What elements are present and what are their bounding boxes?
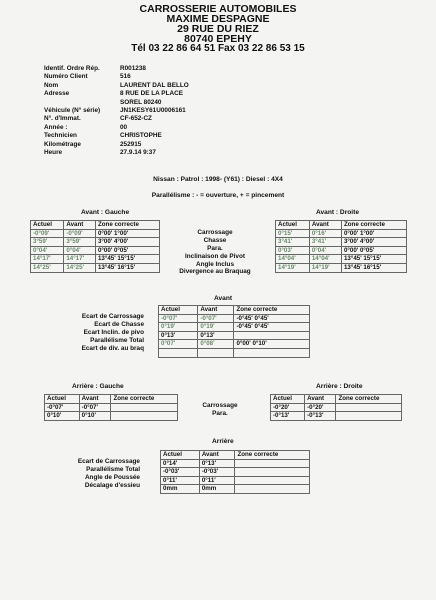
cell: -0°45' 0°45' (234, 323, 310, 332)
label-para: Para. (212, 409, 228, 417)
col-actuel: Actuel (159, 306, 198, 315)
cell: 14°19' (309, 263, 341, 272)
cell: 0°00' 1°00' (341, 229, 406, 238)
front-axle-table (158, 305, 310, 358)
cell: 3°41' (276, 238, 310, 247)
cell: -0°07' (198, 314, 234, 323)
label-ecart-carrossage: Ecart de Carrossage (81, 313, 144, 320)
cell: -0°07' (45, 403, 80, 412)
cell: -0°20' (305, 403, 336, 412)
info-key: Identif. Ordre Rép. (44, 65, 100, 72)
cell: 0°04' (31, 246, 64, 255)
table-row (159, 314, 310, 323)
label-ecart-div-braq: Ecart de div. au braq (81, 344, 144, 352)
cell: 0°10' (45, 412, 80, 421)
cell: 0mm (199, 485, 235, 494)
info-value: 27.9.14 9:37 (120, 148, 156, 156)
table-row (31, 229, 160, 238)
cell: 14°04' (276, 255, 310, 264)
cell: 3°59' (31, 238, 64, 247)
label-carrossage: Carrossage (197, 229, 233, 236)
cell (111, 403, 178, 412)
table-row (271, 403, 402, 412)
col-zone: Zone correcte (111, 395, 178, 404)
cell (234, 348, 310, 357)
cell: 0°14' (161, 459, 200, 468)
cell: 13°45' 16°15' (95, 263, 159, 272)
col-actuel: Actuel (161, 451, 200, 460)
cell: 0°08' (198, 340, 234, 349)
table-row (161, 485, 310, 494)
col-avant: Avant (199, 451, 235, 460)
cell (336, 403, 402, 412)
info-key: Kilométrage (44, 140, 81, 148)
col-avant: Avant (305, 395, 336, 404)
rear-right-title: Arrière : Droite (316, 383, 363, 390)
cell (159, 348, 198, 357)
info-key: Nom (44, 81, 59, 89)
cell: 0°19' (159, 323, 198, 332)
label-ecart-chasse: Ecart de Chasse (94, 320, 144, 328)
cell: -0°20' (271, 403, 305, 412)
info-key: Technicien (44, 132, 77, 140)
label-carrossage: Carrossage (202, 402, 238, 409)
info-key: Adresse (44, 90, 70, 98)
front-axle-title: Avant (214, 295, 233, 302)
vehicle-line: Nissan : Patrol : 1998- (Y61) : Diesel : 4X4 (153, 176, 283, 183)
label-decalage-essieu: Décalage d'essieu (84, 481, 140, 489)
table-row (159, 331, 310, 340)
label-chasse: Chasse (203, 236, 227, 244)
table-header-row (45, 395, 178, 404)
table-row (276, 246, 407, 255)
label-angle-poussee: Angle de Poussée (84, 473, 140, 481)
cell: 0°04' (309, 246, 341, 255)
cell: 0°00' 0°10' (234, 340, 310, 349)
cell: 0°11' (161, 476, 200, 485)
cell: 3°59' (64, 238, 96, 247)
cell: -0°13' (305, 412, 336, 421)
cell: 0°13' (159, 331, 198, 340)
table-row (276, 229, 407, 238)
owner-name: MAXIME DESPAGNE (166, 13, 270, 25)
col-actuel: Actuel (31, 221, 64, 230)
company-street: 29 RUE DU RIEZ (177, 23, 259, 35)
front-left-table (30, 220, 160, 273)
table-row (271, 412, 402, 421)
label-parallelisme-total: Parallélisme Total (90, 336, 144, 344)
table-row (45, 403, 178, 412)
info-value: CHRISTOPHE (120, 132, 162, 140)
cell: 3°00' 4°00' (95, 238, 159, 247)
cell: 0°13' (199, 459, 235, 468)
col-actuel: Actuel (276, 221, 310, 230)
info-key: Numéro Client (44, 73, 88, 81)
table-row (161, 476, 310, 485)
info-key: N°. d'Immat. (44, 115, 81, 123)
cell: 0°13' (198, 331, 234, 340)
cell: 0°00' 0°05' (341, 246, 406, 255)
table-row (161, 468, 310, 477)
cell: -0°07' (159, 314, 198, 323)
cell: 13°45' 16°15' (341, 263, 406, 272)
company-phone-fax: Tél 03 22 86 64 51 Fax 03 22 86 53 15 (131, 43, 305, 54)
cell (111, 412, 178, 421)
table-header-row (276, 221, 407, 230)
cell: 0°11' (199, 476, 235, 485)
table-row (31, 255, 160, 264)
cell: 0°00' 1°00' (95, 229, 159, 238)
label-angle-inclus: Angle Inclus (196, 260, 234, 268)
cell: -0°03' (161, 468, 200, 477)
cell: -0°09' (64, 229, 96, 238)
info-value: LAURENT DAL BELLO (120, 81, 189, 89)
cell: 3°00' 4°00' (341, 238, 406, 247)
cell: 0°19' (198, 323, 234, 332)
table-row (31, 246, 160, 255)
label-inclinaison-pivot: Inclinaison de Pivot (184, 252, 245, 260)
table-header-row (161, 451, 310, 460)
cell: 0°07' (159, 340, 198, 349)
table-row (276, 255, 407, 264)
label-para: Para. (207, 244, 223, 252)
cell: -0°13' (271, 412, 305, 421)
col-zone: Zone correcte (235, 451, 310, 460)
table-row (45, 412, 178, 421)
col-zone: Zone correcte (234, 306, 310, 315)
rear-left-title: Arrière : Gauche (72, 383, 124, 390)
cell: 14°17' (64, 255, 96, 264)
cell (336, 412, 402, 421)
cell (235, 476, 310, 485)
col-avant: Avant (79, 395, 111, 404)
col-zone: Zone correcte (95, 221, 159, 230)
label-ecart-inclin-pivot: Ecart Inclin. de pivo (83, 328, 144, 336)
table-row (159, 348, 310, 357)
info-value: 00 (120, 123, 128, 131)
info-key: Année : (44, 123, 68, 131)
front-right-title: Avant : Droite (316, 209, 359, 216)
cell (235, 459, 310, 468)
label-ecart-carrossage: Ecart de Carrossage (77, 458, 140, 465)
table-header-row (159, 306, 310, 315)
cell (234, 331, 310, 340)
cell: -0°45' 0°45' (234, 314, 310, 323)
col-zone: Zone correcte (336, 395, 402, 404)
parallelism-note: Parallélisme : - = ouverture, + = pincement (151, 192, 285, 199)
table-row (159, 323, 310, 332)
company-header (0, 4, 436, 54)
cell: 13°45' 15°15' (95, 255, 159, 264)
table-row (276, 263, 407, 272)
table-row (31, 263, 160, 272)
info-value: JN1KESY61U0006161 (120, 106, 186, 114)
info-value: 516 (120, 73, 131, 81)
table-row (161, 459, 310, 468)
table-header-row (271, 395, 402, 404)
company-name: CARROSSERIE AUTOMOBILES (139, 3, 297, 15)
front-left-title: Avant : Gauche (81, 209, 130, 216)
info-value: R001238 (120, 65, 146, 72)
col-avant: Avant (309, 221, 341, 230)
cell: 0°10' (79, 412, 111, 421)
cell: 14°19' (276, 263, 310, 272)
cell (235, 485, 310, 494)
cell: 14°04' (309, 255, 341, 264)
cell: 0°00' 0°05' (95, 246, 159, 255)
table-header-row (31, 221, 160, 230)
rear-right-table (270, 394, 402, 421)
cell: 0°15' (276, 229, 310, 238)
label-divergence-braquage: Divergence au Braquag (179, 268, 251, 276)
rear-axle-labels (40, 458, 140, 490)
cell: 3°41' (309, 238, 341, 247)
rear-left-table (44, 394, 178, 421)
cell: 14°25' (64, 263, 96, 272)
cell: -0°07' (79, 403, 111, 412)
col-actuel: Actuel (45, 395, 80, 404)
cell: 0°04' (64, 246, 96, 255)
cell: 0°16' (309, 229, 341, 238)
cell: -0°03' (199, 468, 235, 477)
info-key: Heure (44, 148, 63, 156)
rear-axle-title: Arrière (212, 438, 234, 445)
col-avant: Avant (198, 306, 234, 315)
col-actuel: Actuel (271, 395, 305, 404)
front-right-table (275, 220, 407, 273)
cell: -0°09' (31, 229, 64, 238)
cell: 0mm (161, 485, 200, 494)
info-value: 252915 (120, 140, 142, 148)
cell: 14°17' (31, 255, 64, 264)
cell (198, 348, 234, 357)
table-row (159, 340, 310, 349)
cell: 0°03' (276, 246, 310, 255)
label-parallelisme-total: Parallélisme Total (86, 465, 140, 473)
rear-axle-table (160, 450, 310, 494)
info-key: Véhicule (N° série) (44, 106, 101, 114)
front-axle-labels (40, 313, 144, 352)
table-row (31, 238, 160, 247)
rear-labels (190, 402, 250, 418)
front-labels (160, 229, 270, 276)
info-value: SOREL 80240 (120, 98, 162, 106)
col-zone: Zone correcte (341, 221, 406, 230)
cell (235, 468, 310, 477)
table-row (276, 238, 407, 247)
company-city: 80740 EPEHY (184, 33, 252, 45)
cell: 14°25' (31, 263, 64, 272)
info-value: 8 RUE DE LA PLACE (120, 90, 183, 98)
info-value: CF-652-CZ (120, 115, 152, 123)
cell: 13°45' 15°15' (341, 255, 406, 264)
col-avant: Avant (64, 221, 96, 230)
